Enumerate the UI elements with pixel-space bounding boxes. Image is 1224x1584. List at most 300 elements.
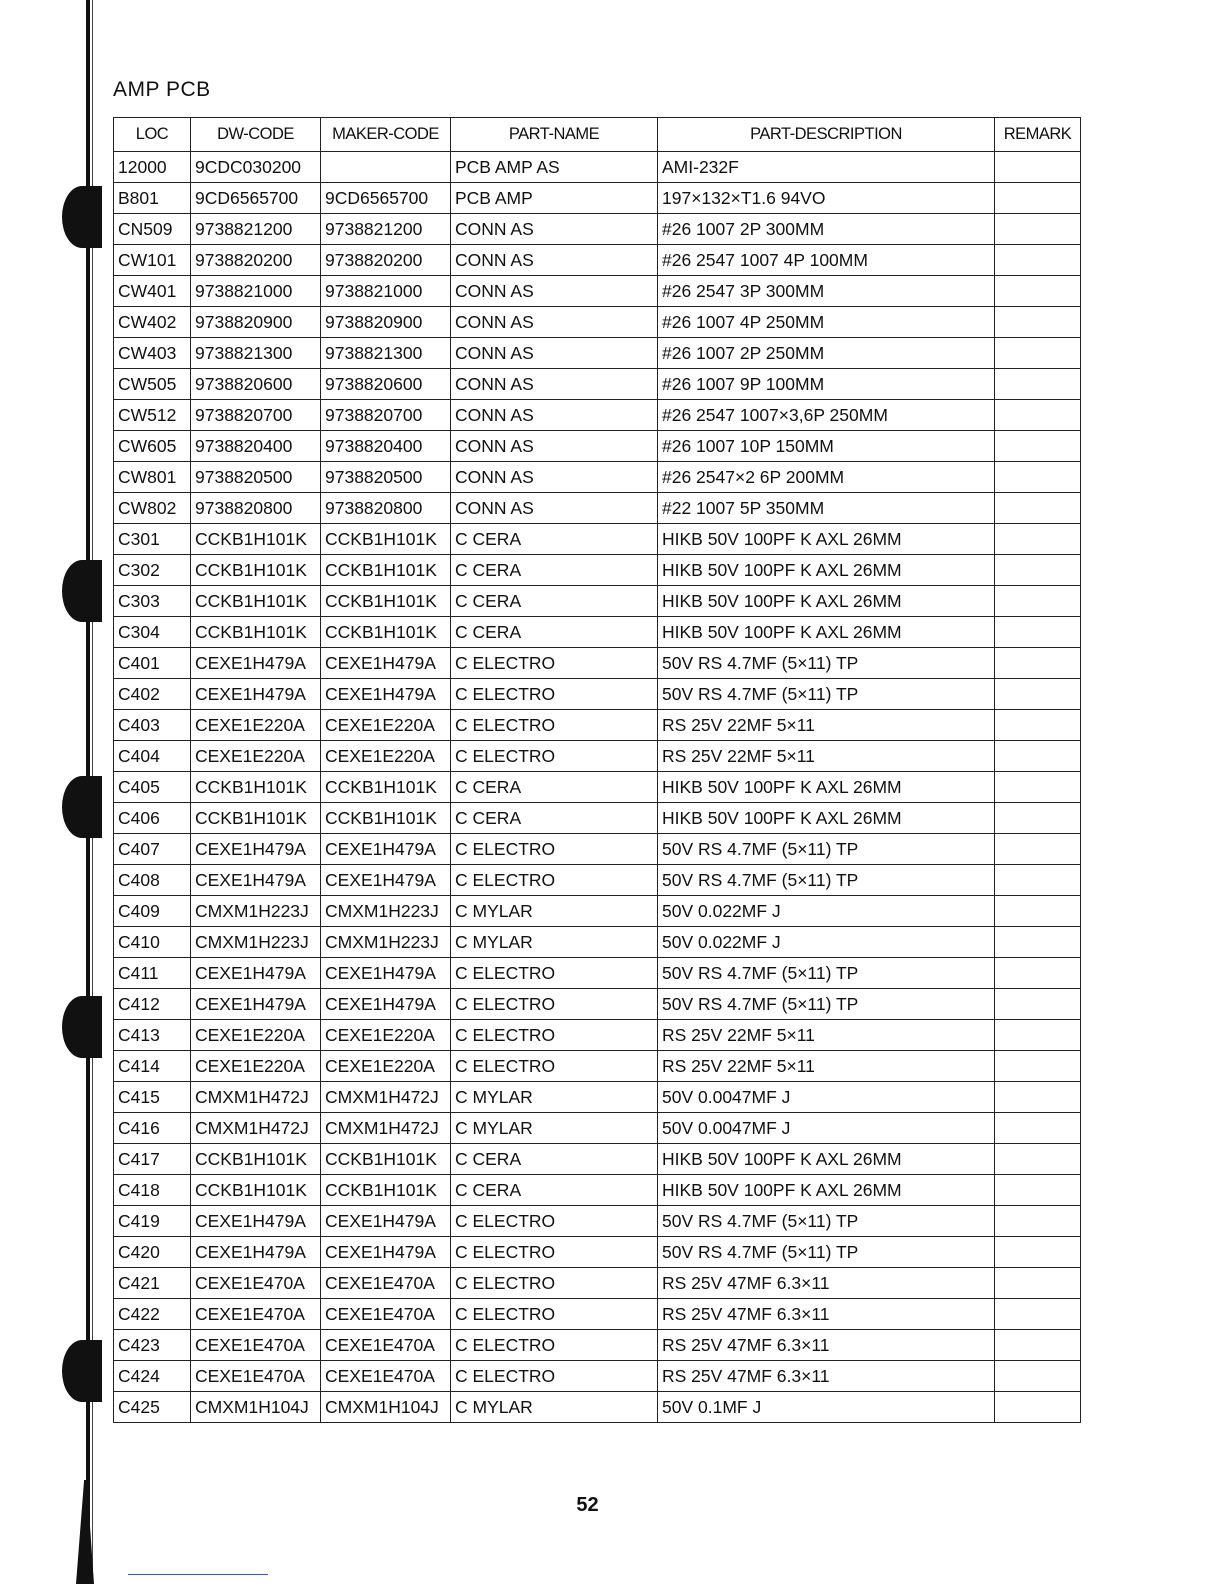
table-row [114, 927, 1081, 958]
part-name-cell: C MYLAR [451, 1113, 658, 1144]
part-name-cell: CONN AS [451, 338, 658, 369]
maker-code-cell: 9738820700 [321, 400, 451, 431]
loc-cell: CW802 [114, 493, 191, 524]
part-description-cell: #26 1007 2P 250MM [658, 338, 995, 369]
remark-cell [995, 1175, 1081, 1206]
dw-code-cell: CEXE1H479A [191, 989, 321, 1020]
maker-code-cell: 9738820800 [321, 493, 451, 524]
maker-code-cell [321, 152, 451, 183]
loc-cell: C418 [114, 1175, 191, 1206]
maker-code-cell: 9738820500 [321, 462, 451, 493]
remark-cell [995, 276, 1081, 307]
loc-cell: CW801 [114, 462, 191, 493]
dw-code-cell: CCKB1H101K [191, 1144, 321, 1175]
part-name-cell: CONN AS [451, 431, 658, 462]
part-name-cell: CONN AS [451, 462, 658, 493]
dw-code-cell: CCKB1H101K [191, 803, 321, 834]
maker-code-cell: CEXE1E220A [321, 1020, 451, 1051]
table-row [114, 1144, 1081, 1175]
part-name-cell: C CERA [451, 1175, 658, 1206]
remark-cell [995, 989, 1081, 1020]
remark-cell [995, 741, 1081, 772]
maker-code-cell: CEXE1E470A [321, 1361, 451, 1392]
part-name-cell: PCB AMP [451, 183, 658, 214]
maker-code-cell: 9CD6565700 [321, 183, 451, 214]
dw-code-cell: CCKB1H101K [191, 555, 321, 586]
loc-cell: CW402 [114, 307, 191, 338]
maker-code-cell: CEXE1H479A [321, 865, 451, 896]
table-row [114, 1020, 1081, 1051]
part-description-cell: HIKB 50V 100PF K AXL 26MM [658, 803, 995, 834]
dw-code-cell: 9CDC030200 [191, 152, 321, 183]
part-description-cell: #26 2547 1007×3,6P 250MM [658, 400, 995, 431]
part-description-cell: #26 2547×2 6P 200MM [658, 462, 995, 493]
part-name-cell: C CERA [451, 803, 658, 834]
part-name-cell: C ELECTRO [451, 1268, 658, 1299]
column-header-remark: REMARK [995, 118, 1081, 152]
part-name-cell: C ELECTRO [451, 1361, 658, 1392]
maker-code-cell: CMXM1H472J [321, 1082, 451, 1113]
part-name-cell: C ELECTRO [451, 1237, 658, 1268]
part-description-cell: 50V RS 4.7MF (5×11) TP [658, 648, 995, 679]
binder-hole-mark [62, 996, 102, 1058]
remark-cell [995, 245, 1081, 276]
remark-cell [995, 369, 1081, 400]
part-description-cell: 50V 0.0047MF J [658, 1113, 995, 1144]
column-header-part-description: PART-DESCRIPTION [658, 118, 995, 152]
remark-cell [995, 803, 1081, 834]
loc-cell: C404 [114, 741, 191, 772]
part-description-cell: RS 25V 22MF 5×11 [658, 710, 995, 741]
remark-cell [995, 710, 1081, 741]
dw-code-cell: CEXE1H479A [191, 648, 321, 679]
part-description-cell: 50V RS 4.7MF (5×11) TP [658, 1237, 995, 1268]
dw-code-cell: CCKB1H101K [191, 772, 321, 803]
table-row [114, 803, 1081, 834]
table-row [114, 214, 1081, 245]
loc-cell: C304 [114, 617, 191, 648]
maker-code-cell: CCKB1H101K [321, 555, 451, 586]
part-name-cell: C MYLAR [451, 927, 658, 958]
dw-code-cell: 9738821300 [191, 338, 321, 369]
loc-cell: C424 [114, 1361, 191, 1392]
column-header-dw-code: DW-CODE [191, 118, 321, 152]
loc-cell: C403 [114, 710, 191, 741]
table-row [114, 276, 1081, 307]
part-name-cell: C CERA [451, 617, 658, 648]
remark-cell [995, 617, 1081, 648]
part-name-cell: C ELECTRO [451, 958, 658, 989]
table-row [114, 1392, 1081, 1423]
footer-rule [128, 1574, 268, 1575]
remark-cell [995, 1392, 1081, 1423]
dw-code-cell: CEXE1E220A [191, 741, 321, 772]
loc-cell: CW512 [114, 400, 191, 431]
table-row [114, 1361, 1081, 1392]
loc-cell: C413 [114, 1020, 191, 1051]
loc-cell: C422 [114, 1299, 191, 1330]
part-description-cell: 50V 0.1MF J [658, 1392, 995, 1423]
loc-cell: C419 [114, 1206, 191, 1237]
part-description-cell: RS 25V 47MF 6.3×11 [658, 1361, 995, 1392]
remark-cell [995, 493, 1081, 524]
table-row [114, 958, 1081, 989]
maker-code-cell: CEXE1E470A [321, 1299, 451, 1330]
dw-code-cell: CMXM1H104J [191, 1392, 321, 1423]
remark-cell [995, 1051, 1081, 1082]
part-name-cell: C ELECTRO [451, 648, 658, 679]
part-description-cell: 50V 0.022MF J [658, 927, 995, 958]
remark-cell [995, 1082, 1081, 1113]
remark-cell [995, 307, 1081, 338]
remark-cell [995, 1237, 1081, 1268]
page-number: 52 [576, 1494, 599, 1516]
column-header-part-name: PART-NAME [451, 118, 658, 152]
parts-list-table [113, 117, 1081, 1423]
loc-cell: C420 [114, 1237, 191, 1268]
dw-code-cell: 9CD6565700 [191, 183, 321, 214]
loc-cell: C414 [114, 1051, 191, 1082]
remark-cell [995, 958, 1081, 989]
maker-code-cell: CCKB1H101K [321, 772, 451, 803]
binder-hole-mark [62, 560, 102, 622]
dw-code-cell: 9738820700 [191, 400, 321, 431]
maker-code-cell: CMXM1H223J [321, 896, 451, 927]
maker-code-cell: CMXM1H104J [321, 1392, 451, 1423]
dw-code-cell: CEXE1E470A [191, 1361, 321, 1392]
part-name-cell: C ELECTRO [451, 679, 658, 710]
table-row [114, 152, 1081, 183]
table-row [114, 772, 1081, 803]
part-description-cell: HIKB 50V 100PF K AXL 26MM [658, 1144, 995, 1175]
part-name-cell: C CERA [451, 524, 658, 555]
loc-cell: C417 [114, 1144, 191, 1175]
table-row [114, 1082, 1081, 1113]
table-row [114, 586, 1081, 617]
dw-code-cell: 9738820200 [191, 245, 321, 276]
part-description-cell: #26 1007 9P 100MM [658, 369, 995, 400]
maker-code-cell: 9738820200 [321, 245, 451, 276]
part-description-cell: 197×132×T1.6 94VO [658, 183, 995, 214]
part-name-cell: CONN AS [451, 214, 658, 245]
part-name-cell: CONN AS [451, 307, 658, 338]
binder-hole-mark [62, 1340, 102, 1402]
section-title: AMP PCB [113, 78, 211, 101]
maker-code-cell: CCKB1H101K [321, 524, 451, 555]
part-name-cell: C ELECTRO [451, 1206, 658, 1237]
part-name-cell: C ELECTRO [451, 1299, 658, 1330]
loc-cell: C303 [114, 586, 191, 617]
dw-code-cell: CEXE1H479A [191, 865, 321, 896]
table-row [114, 896, 1081, 927]
part-name-cell: C CERA [451, 555, 658, 586]
maker-code-cell: CEXE1H479A [321, 679, 451, 710]
table-row [114, 1051, 1081, 1082]
part-description-cell: HIKB 50V 100PF K AXL 26MM [658, 772, 995, 803]
loc-cell: C301 [114, 524, 191, 555]
maker-code-cell: CEXE1H479A [321, 1237, 451, 1268]
maker-code-cell: 9738820600 [321, 369, 451, 400]
part-description-cell: 50V RS 4.7MF (5×11) TP [658, 989, 995, 1020]
part-name-cell: C ELECTRO [451, 989, 658, 1020]
remark-cell [995, 772, 1081, 803]
remark-cell [995, 1113, 1081, 1144]
table-header-row [114, 118, 1081, 152]
remark-cell [995, 183, 1081, 214]
part-name-cell: C ELECTRO [451, 834, 658, 865]
loc-cell: C408 [114, 865, 191, 896]
remark-cell [995, 927, 1081, 958]
maker-code-cell: CEXE1E470A [321, 1330, 451, 1361]
column-header-maker-code: MAKER-CODE [321, 118, 451, 152]
part-description-cell: 50V 0.0047MF J [658, 1082, 995, 1113]
remark-cell [995, 896, 1081, 927]
maker-code-cell: CCKB1H101K [321, 586, 451, 617]
part-description-cell: RS 25V 47MF 6.3×11 [658, 1299, 995, 1330]
loc-cell: C416 [114, 1113, 191, 1144]
dw-code-cell: CCKB1H101K [191, 524, 321, 555]
part-name-cell: C CERA [451, 772, 658, 803]
loc-cell: B801 [114, 183, 191, 214]
part-name-cell: C ELECTRO [451, 1330, 658, 1361]
maker-code-cell: CEXE1H479A [321, 958, 451, 989]
part-name-cell: C ELECTRO [451, 1020, 658, 1051]
part-name-cell: C ELECTRO [451, 741, 658, 772]
table-row [114, 741, 1081, 772]
table-row [114, 1299, 1081, 1330]
table-row [114, 431, 1081, 462]
table-row [114, 1113, 1081, 1144]
remark-cell [995, 586, 1081, 617]
remark-cell [995, 679, 1081, 710]
dw-code-cell: CEXE1H479A [191, 1237, 321, 1268]
part-description-cell: HIKB 50V 100PF K AXL 26MM [658, 1175, 995, 1206]
maker-code-cell: 9738821200 [321, 214, 451, 245]
loc-cell: C423 [114, 1330, 191, 1361]
part-description-cell: 50V RS 4.7MF (5×11) TP [658, 1206, 995, 1237]
loc-cell: CW101 [114, 245, 191, 276]
part-name-cell: C ELECTRO [451, 710, 658, 741]
maker-code-cell: 9738821300 [321, 338, 451, 369]
table-row [114, 648, 1081, 679]
part-description-cell: HIKB 50V 100PF K AXL 26MM [658, 617, 995, 648]
maker-code-cell: 9738820900 [321, 307, 451, 338]
table-row [114, 1268, 1081, 1299]
part-name-cell: CONN AS [451, 400, 658, 431]
table-row [114, 1206, 1081, 1237]
remark-cell [995, 462, 1081, 493]
maker-code-cell: CEXE1H479A [321, 1206, 451, 1237]
part-name-cell: C MYLAR [451, 896, 658, 927]
maker-code-cell: CCKB1H101K [321, 803, 451, 834]
table-row [114, 555, 1081, 586]
dw-code-cell: 9738820800 [191, 493, 321, 524]
dw-code-cell: CCKB1H101K [191, 617, 321, 648]
part-name-cell: PCB AMP AS [451, 152, 658, 183]
remark-cell [995, 555, 1081, 586]
column-header-loc: LOC [114, 118, 191, 152]
maker-code-cell: CEXE1E220A [321, 1051, 451, 1082]
dw-code-cell: CEXE1E220A [191, 1051, 321, 1082]
loc-cell: CW401 [114, 276, 191, 307]
part-name-cell: CONN AS [451, 276, 658, 307]
maker-code-cell: 9738821000 [321, 276, 451, 307]
part-name-cell: CONN AS [451, 245, 658, 276]
dw-code-cell: 9738820500 [191, 462, 321, 493]
part-description-cell: RS 25V 22MF 5×11 [658, 741, 995, 772]
part-name-cell: C MYLAR [451, 1082, 658, 1113]
maker-code-cell: CEXE1H479A [321, 834, 451, 865]
dw-code-cell: CMXM1H472J [191, 1082, 321, 1113]
part-description-cell: AMI-232F [658, 152, 995, 183]
maker-code-cell: CEXE1E220A [321, 710, 451, 741]
part-description-cell: 50V RS 4.7MF (5×11) TP [658, 865, 995, 896]
table-row [114, 338, 1081, 369]
table-row [114, 245, 1081, 276]
loc-cell: C406 [114, 803, 191, 834]
table-row [114, 1330, 1081, 1361]
maker-code-cell: 9738820400 [321, 431, 451, 462]
remark-cell [995, 214, 1081, 245]
part-description-cell: #22 1007 5P 350MM [658, 493, 995, 524]
remark-cell [995, 400, 1081, 431]
part-name-cell: CONN AS [451, 369, 658, 400]
loc-cell: C409 [114, 896, 191, 927]
loc-cell: 12000 [114, 152, 191, 183]
loc-cell: C425 [114, 1392, 191, 1423]
table-row [114, 710, 1081, 741]
remark-cell [995, 865, 1081, 896]
loc-cell: CW605 [114, 431, 191, 462]
loc-cell: C302 [114, 555, 191, 586]
table-row [114, 369, 1081, 400]
remark-cell [995, 1361, 1081, 1392]
part-name-cell: C ELECTRO [451, 1051, 658, 1082]
dw-code-cell: CEXE1E470A [191, 1299, 321, 1330]
loc-cell: C407 [114, 834, 191, 865]
part-description-cell: #26 1007 4P 250MM [658, 307, 995, 338]
part-description-cell: #26 1007 2P 300MM [658, 214, 995, 245]
dw-code-cell: CEXE1H479A [191, 679, 321, 710]
parts-table-body [114, 152, 1081, 1423]
maker-code-cell: CMXM1H472J [321, 1113, 451, 1144]
remark-cell [995, 834, 1081, 865]
part-description-cell: HIKB 50V 100PF K AXL 26MM [658, 524, 995, 555]
loc-cell: C405 [114, 772, 191, 803]
part-description-cell: RS 25V 22MF 5×11 [658, 1020, 995, 1051]
remark-cell [995, 1020, 1081, 1051]
remark-cell [995, 524, 1081, 555]
table-row [114, 679, 1081, 710]
remark-cell [995, 1206, 1081, 1237]
dw-code-cell: CEXE1H479A [191, 958, 321, 989]
remark-cell [995, 1299, 1081, 1330]
part-description-cell: #26 2547 1007 4P 100MM [658, 245, 995, 276]
maker-code-cell: CEXE1H479A [321, 648, 451, 679]
part-description-cell: #26 1007 10P 150MM [658, 431, 995, 462]
loc-cell: C410 [114, 927, 191, 958]
maker-code-cell: CCKB1H101K [321, 1144, 451, 1175]
remark-cell [995, 648, 1081, 679]
remark-cell [995, 1268, 1081, 1299]
dw-code-cell: CMXM1H472J [191, 1113, 321, 1144]
dw-code-cell: 9738821200 [191, 214, 321, 245]
part-description-cell: RS 25V 22MF 5×11 [658, 1051, 995, 1082]
loc-cell: C401 [114, 648, 191, 679]
maker-code-cell: CCKB1H101K [321, 1175, 451, 1206]
loc-cell: C415 [114, 1082, 191, 1113]
table-row [114, 462, 1081, 493]
part-description-cell: 50V 0.022MF J [658, 896, 995, 927]
part-name-cell: CONN AS [451, 493, 658, 524]
remark-cell [995, 152, 1081, 183]
maker-code-cell: CEXE1E470A [321, 1268, 451, 1299]
loc-cell: CW505 [114, 369, 191, 400]
part-description-cell: 50V RS 4.7MF (5×11) TP [658, 834, 995, 865]
part-description-cell: RS 25V 47MF 6.3×11 [658, 1268, 995, 1299]
dw-code-cell: CEXE1E470A [191, 1268, 321, 1299]
dw-code-cell: CEXE1E470A [191, 1330, 321, 1361]
table-row [114, 617, 1081, 648]
remark-cell [995, 431, 1081, 462]
maker-code-cell: CCKB1H101K [321, 617, 451, 648]
dw-code-cell: CMXM1H223J [191, 927, 321, 958]
table-row [114, 183, 1081, 214]
binder-hole-mark [62, 776, 102, 838]
part-name-cell: C ELECTRO [451, 865, 658, 896]
part-description-cell: 50V RS 4.7MF (5×11) TP [658, 679, 995, 710]
remark-cell [995, 338, 1081, 369]
loc-cell: C421 [114, 1268, 191, 1299]
dw-code-cell: CEXE1H479A [191, 834, 321, 865]
dw-code-cell: CEXE1H479A [191, 1206, 321, 1237]
table-row [114, 834, 1081, 865]
part-name-cell: C MYLAR [451, 1392, 658, 1423]
table-row [114, 1175, 1081, 1206]
dw-code-cell: 9738820600 [191, 369, 321, 400]
maker-code-cell: CMXM1H223J [321, 927, 451, 958]
part-description-cell: 50V RS 4.7MF (5×11) TP [658, 958, 995, 989]
part-description-cell: RS 25V 47MF 6.3×11 [658, 1330, 995, 1361]
dw-code-cell: CEXE1E220A [191, 710, 321, 741]
dw-code-cell: CEXE1E220A [191, 1020, 321, 1051]
loc-cell: CN509 [114, 214, 191, 245]
loc-cell: C411 [114, 958, 191, 989]
remark-cell [995, 1144, 1081, 1175]
loc-cell: C412 [114, 989, 191, 1020]
remark-cell [995, 1330, 1081, 1361]
table-row [114, 865, 1081, 896]
maker-code-cell: CEXE1H479A [321, 989, 451, 1020]
loc-cell: CW403 [114, 338, 191, 369]
table-row [114, 307, 1081, 338]
part-name-cell: C CERA [451, 586, 658, 617]
dw-code-cell: CCKB1H101K [191, 1175, 321, 1206]
part-description-cell: HIKB 50V 100PF K AXL 26MM [658, 555, 995, 586]
table-row [114, 989, 1081, 1020]
table-row [114, 1237, 1081, 1268]
table-row [114, 524, 1081, 555]
dw-code-cell: 9738820400 [191, 431, 321, 462]
table-row [114, 493, 1081, 524]
part-description-cell: #26 2547 3P 300MM [658, 276, 995, 307]
part-description-cell: HIKB 50V 100PF K AXL 26MM [658, 586, 995, 617]
loc-cell: C402 [114, 679, 191, 710]
dw-code-cell: CMXM1H223J [191, 896, 321, 927]
dw-code-cell: 9738821000 [191, 276, 321, 307]
table-row [114, 400, 1081, 431]
binder-hole-mark [62, 186, 102, 248]
